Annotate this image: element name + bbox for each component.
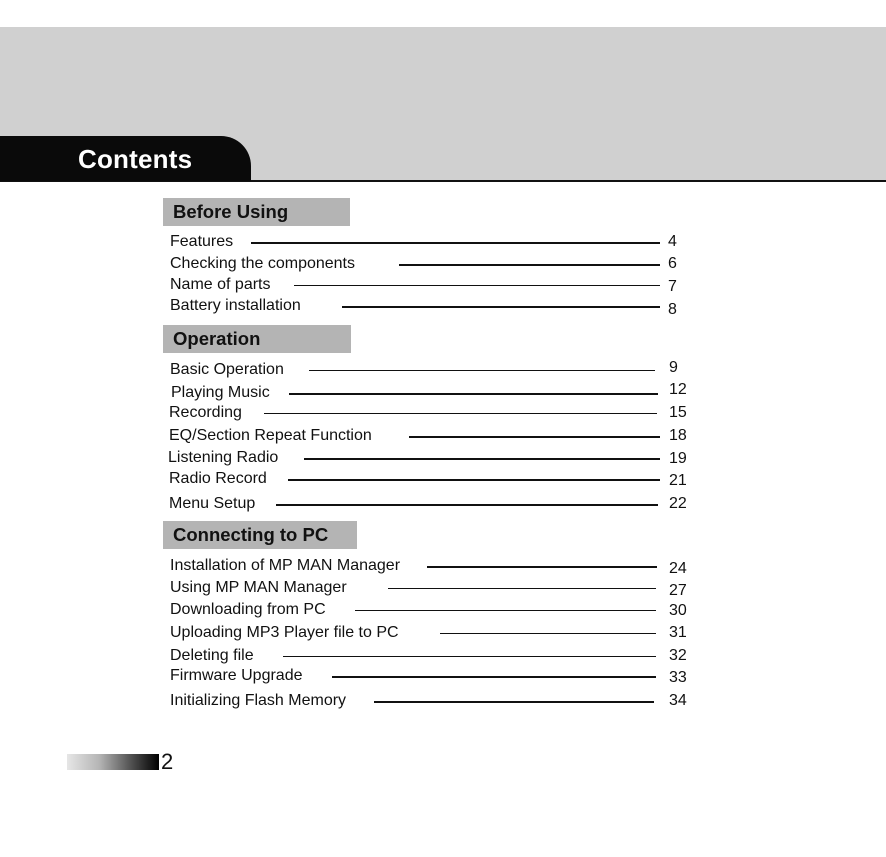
leader-line: [276, 504, 658, 506]
toc-entry-label: Listening Radio: [168, 449, 279, 466]
toc-entry-label: Battery installation: [170, 297, 301, 314]
toc-entry-label: Installation of MP MAN Manager: [170, 557, 401, 574]
section-heading-label: Operation: [173, 328, 261, 349]
leader-line: [309, 370, 655, 371]
toc-entry-using-mp-man-manager[interactable]: [0, 579, 886, 599]
toc-entry-page: 7: [668, 278, 677, 295]
footer-gradient-bar: [67, 754, 159, 770]
toc-entry-page: 15: [669, 404, 687, 421]
toc-entry-initializing-flash-memory[interactable]: [0, 692, 886, 712]
toc-entry-basic-operation[interactable]: [0, 361, 886, 381]
page-title: Contents: [78, 144, 193, 174]
toc-entry-page: 12: [669, 381, 687, 398]
toc-entry-page: 24: [669, 560, 687, 577]
toc-entry-label: Checking the components: [170, 255, 355, 272]
toc-entry-eq-section-repeat-function[interactable]: [0, 427, 886, 447]
toc-entry-label: Recording: [169, 404, 242, 421]
toc-entry-radio-record[interactable]: [0, 470, 886, 490]
toc-entry-page: 21: [669, 472, 687, 489]
toc-entry-label: EQ/Section Repeat Function: [169, 427, 372, 444]
toc-entry-label: Features: [170, 233, 234, 250]
leader-line: [332, 676, 656, 678]
leader-line: [388, 588, 656, 589]
toc-entry-page: 27: [669, 582, 687, 599]
toc-entry-page: 18: [669, 427, 687, 444]
leader-line: [374, 701, 654, 703]
toc-entry-label: Name of parts: [170, 276, 271, 293]
toc-entry-label: Downloading from PC: [170, 601, 326, 618]
toc-entry-playing-music[interactable]: [0, 381, 886, 404]
toc-entry-label: Using MP MAN Manager: [170, 579, 347, 596]
leader-line: [342, 306, 660, 308]
section-heading-before-using: [163, 198, 350, 226]
toc-entry-page: 33: [669, 669, 687, 686]
toc-entry-page: 6: [668, 255, 677, 272]
toc-entry-checking-the-components[interactable]: [0, 255, 886, 275]
leader-line: [288, 479, 660, 481]
toc-entry-page: 22: [669, 495, 687, 512]
toc-entry-page: 32: [669, 647, 687, 664]
page-number: 2: [161, 749, 174, 774]
toc-entry-features[interactable]: [0, 233, 886, 253]
toc-entry-label: Deleting file: [170, 647, 254, 664]
leader-line: [294, 285, 660, 286]
toc-entry-uploading-mp3-player-file-to-pc[interactable]: [0, 624, 886, 644]
section-heading-connecting-to-pc: [163, 521, 357, 549]
toc-entry-firmware-upgrade[interactable]: [0, 667, 886, 687]
leader-line: [283, 656, 656, 657]
toc-entry-name-of-parts[interactable]: [0, 276, 886, 296]
leader-line: [355, 610, 656, 611]
leader-line: [251, 242, 660, 244]
toc-entry-page: 31: [669, 624, 687, 641]
toc-entry-page: 19: [669, 450, 687, 467]
toc-entry-label: Basic Operation: [170, 361, 284, 378]
toc-entry-label: Uploading MP3 Player file to PC: [170, 624, 399, 641]
section-heading-label: Connecting to PC: [173, 524, 329, 545]
leader-line: [399, 264, 660, 266]
section-heading-operation: [163, 325, 351, 353]
leader-line: [264, 413, 657, 414]
contents-tab: [0, 136, 251, 181]
leader-line: [304, 458, 660, 460]
toc-entry-label: Firmware Upgrade: [170, 667, 303, 684]
toc-entry-battery-installation[interactable]: [0, 297, 886, 317]
leader-line: [409, 436, 660, 438]
toc-entry-page: 4: [668, 233, 677, 250]
leader-line: [440, 633, 656, 634]
leader-line: [289, 393, 658, 395]
toc-entry-listening-radio[interactable]: [0, 449, 886, 469]
toc-entry-installation-of-mp-man-manager[interactable]: [0, 557, 886, 577]
toc-entry-label: Playing Music: [171, 384, 270, 401]
section-heading-label: Before Using: [173, 201, 289, 222]
toc-entry-downloading-from-pc[interactable]: [0, 601, 886, 621]
toc-entry-menu-setup[interactable]: [0, 495, 886, 515]
toc-entry-page: 8: [668, 301, 677, 318]
toc-entry-page: 30: [669, 602, 687, 619]
toc-entry-page: 34: [669, 692, 687, 709]
toc-entry-page: 9: [669, 359, 678, 376]
toc-entry-label: Radio Record: [169, 470, 267, 487]
toc-entry-label: Menu Setup: [169, 495, 256, 512]
toc-entry-label: Initializing Flash Memory: [170, 692, 347, 709]
leader-line: [427, 566, 657, 568]
toc-entry-deleting-file[interactable]: [0, 647, 886, 667]
toc-entry-recording[interactable]: [0, 404, 886, 424]
